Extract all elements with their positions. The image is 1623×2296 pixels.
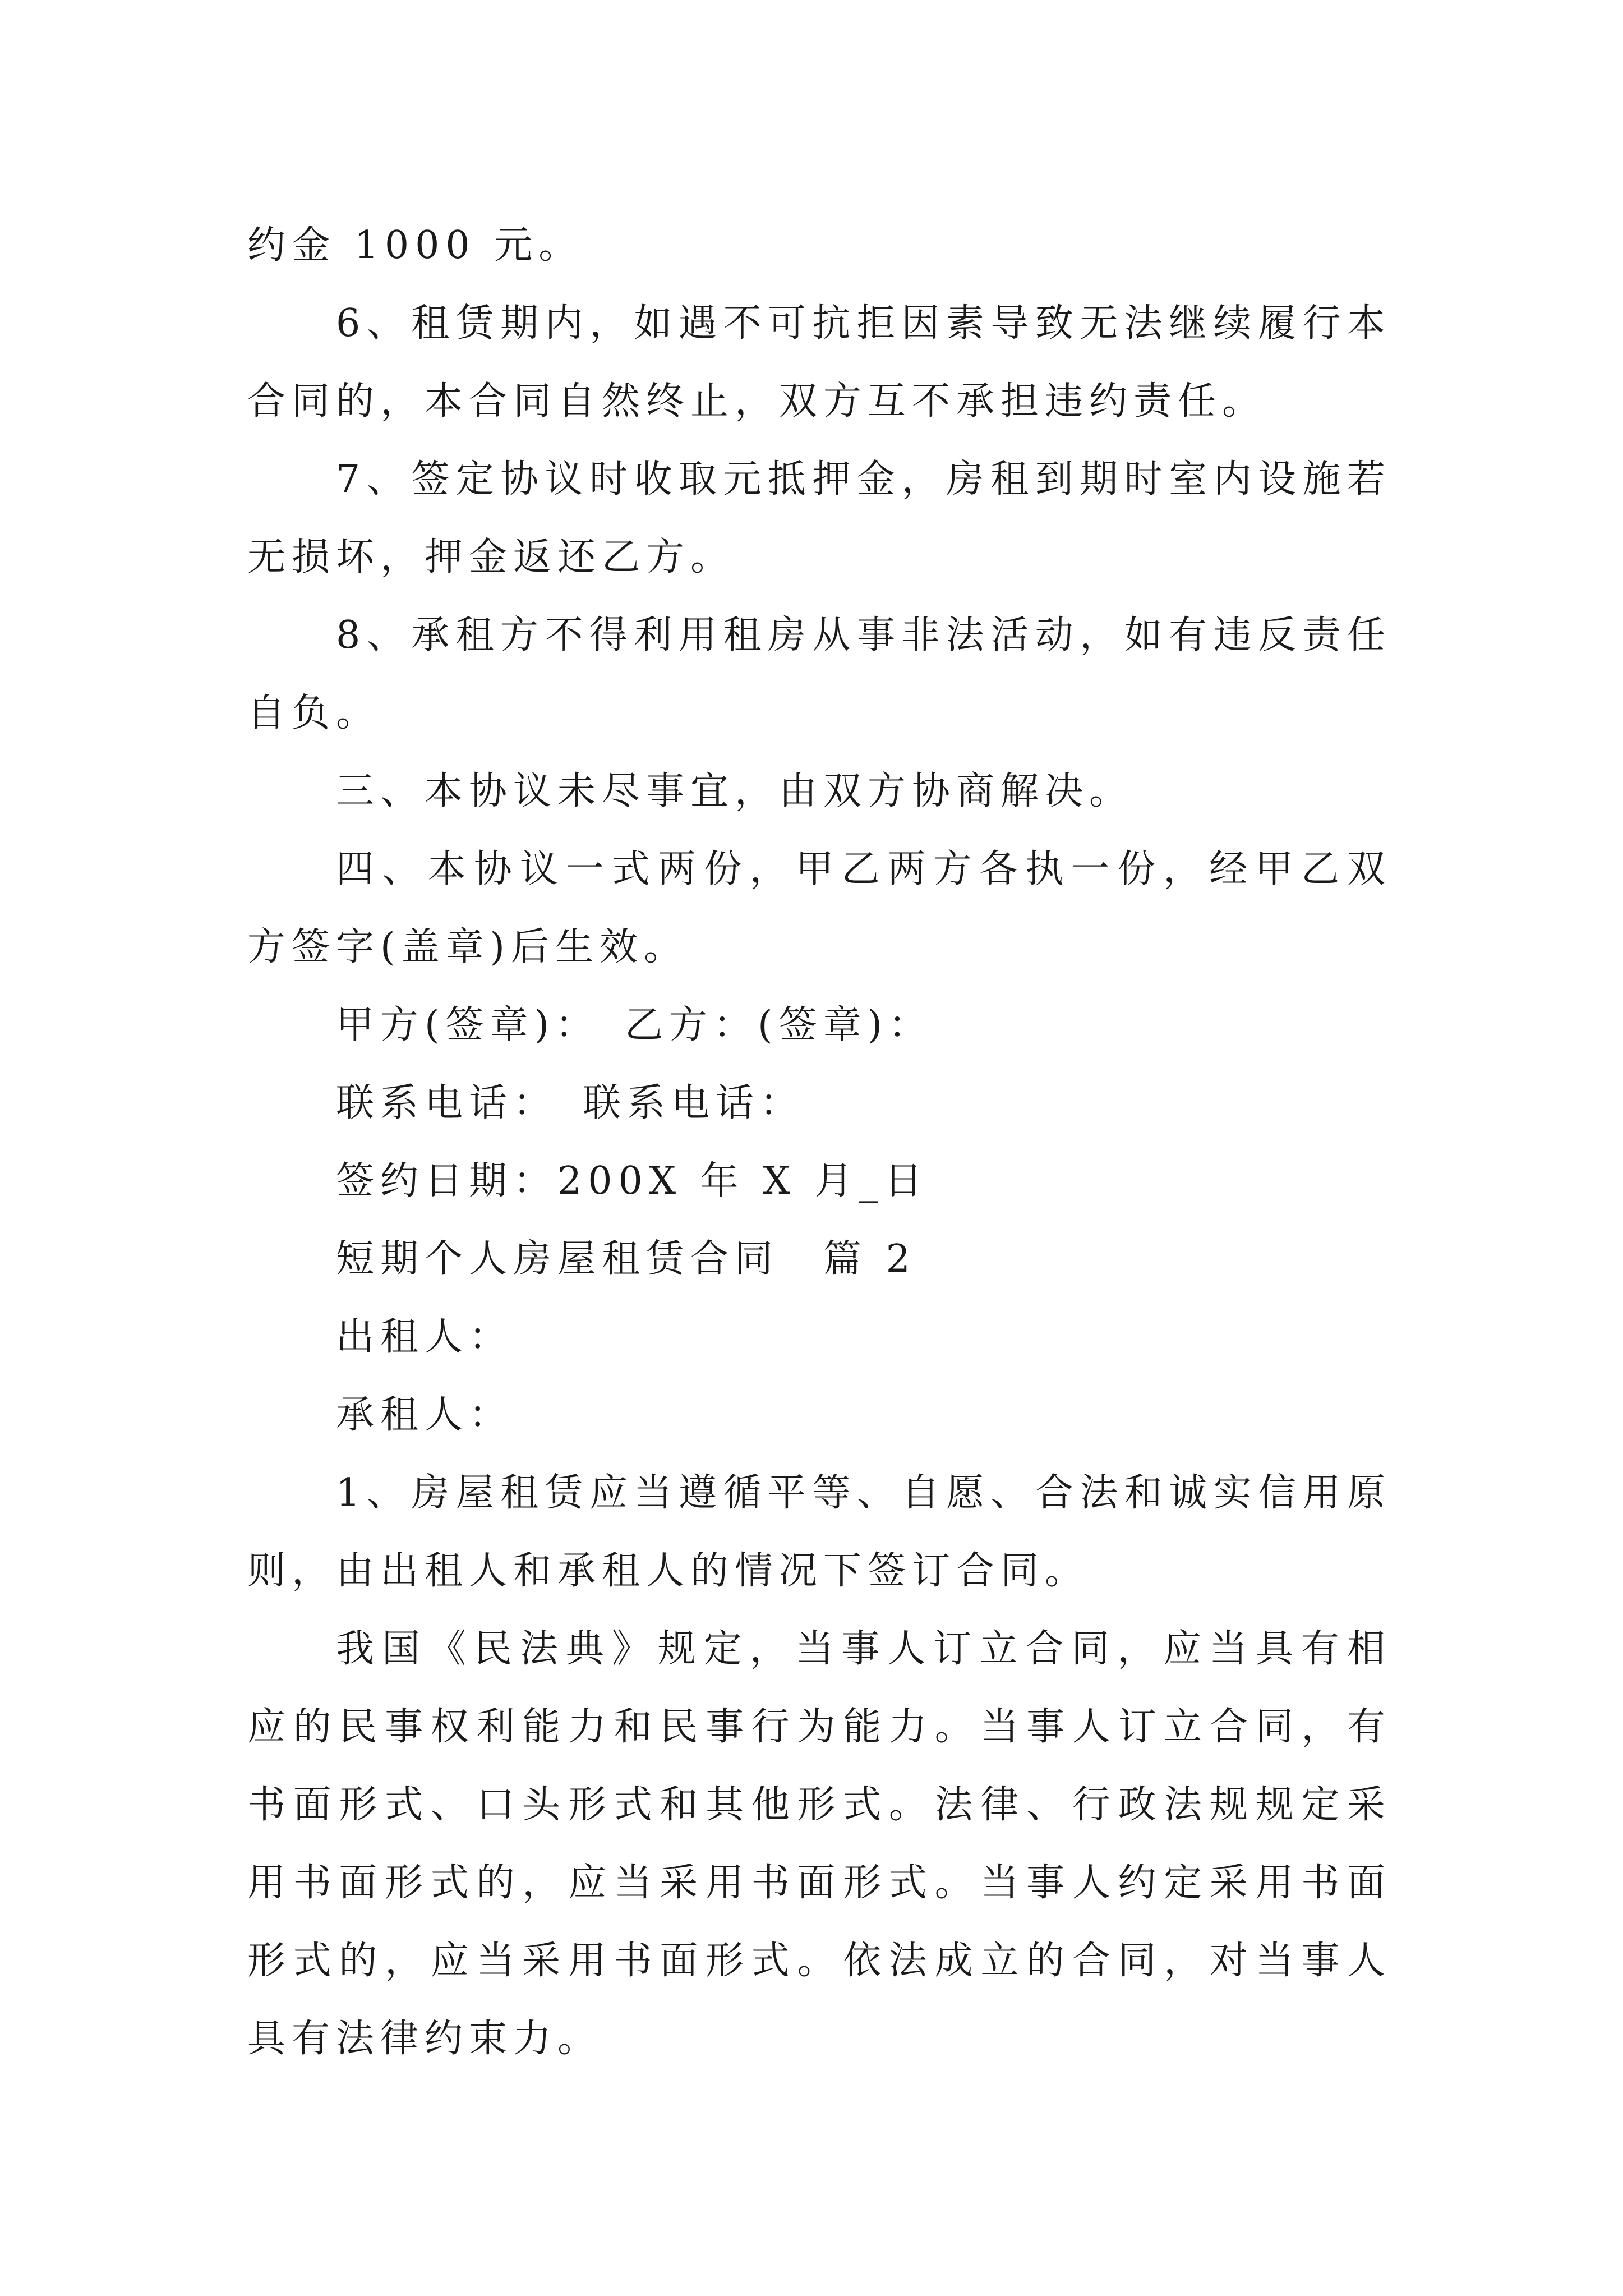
date-line: 签约日期：200X 年 X 月_日 [336,1159,929,1203]
paragraph-clause-6: 6、租赁期内，如遇不可抗拒因素导致无法继续履行本合同的，本合同自然终止，双方互不承担违约责任。 [247,301,1391,424]
paragraph-clause-7: 7、签定协议时收取元抵押金，房租到期时室内设施若无损坏，押金返还乙方。 [247,457,1391,579]
paragraph-section-3: 三、本协议未尽事宜，由双方协商解决。 [336,769,1134,813]
document-body [247,206,1391,2078]
signature-line: 甲方(签章)： 乙方：(签章)： [336,1003,933,1047]
lessor-line: 出租人： [336,1315,514,1359]
paragraph-section-4: 四、本协议一式两份，甲乙两方各执一份，经甲乙双方签字(盖章)后生效。 [247,847,1391,969]
paragraph-principle-1: 1、房屋租赁应当遵循平等、自愿、合法和诚实信用原则，由出租人和承租人的情况下签订合同。 [247,1471,1391,1593]
paragraph-civil-code: 我国《民法典》规定，当事人订立合同，应当具有相应的民事权利能力和民事行为能力。当事人订立合同，有书面形式、口头形式和其他形式。法律、行政法规规定采用书面形式的，应当采用书面形式。当事人约定采用书面形式的，应当采用书面形式。依法成立的合同，对当事人具有法律约束力。 [247,1627,1391,2061]
section-heading: 短期个人房屋租赁合同 篇 2 [336,1237,916,1281]
paragraph-penalty-amount: 约金 1000 元。 [247,223,583,268]
lessee-line: 承租人： [336,1393,514,1437]
phone-line: 联系电话： 联系电话： [336,1081,805,1125]
paragraph-clause-8: 8、承租方不得利用租房从事非法活动，如有违反责任自负。 [247,613,1391,735]
